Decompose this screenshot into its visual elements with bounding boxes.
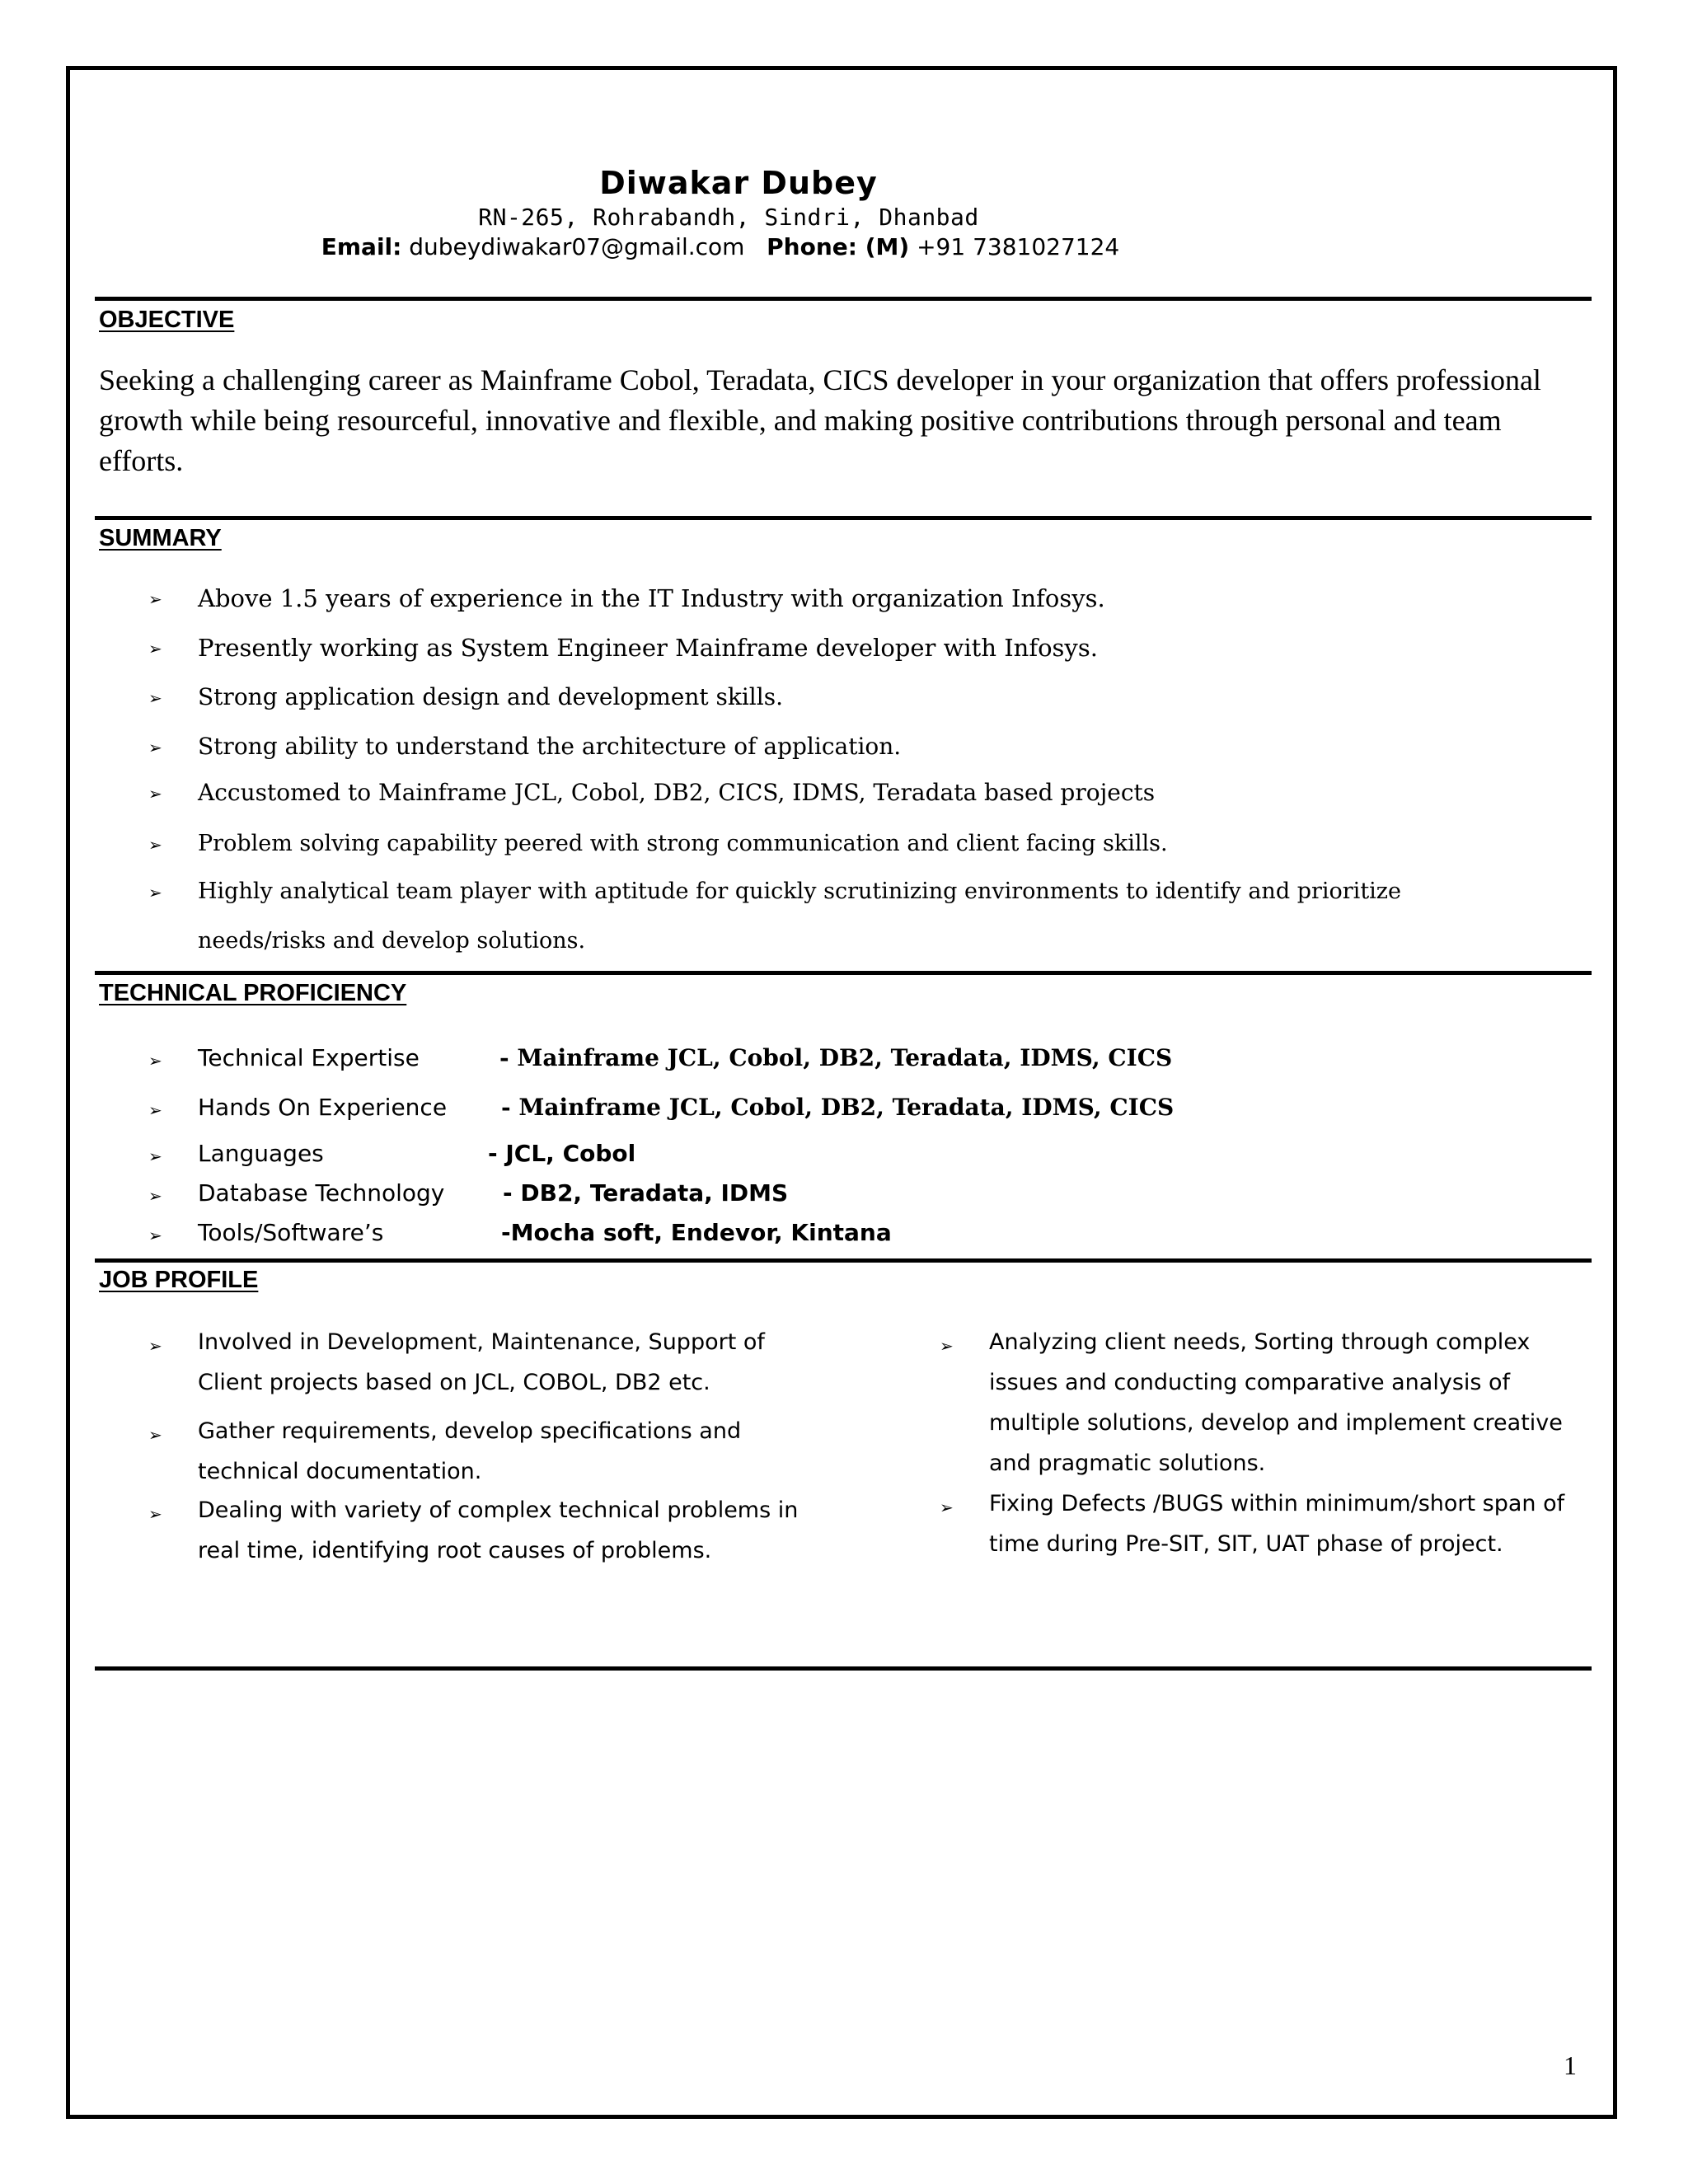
summary-item: Presently working as System Engineer Mainframe developer with Infosys. — [198, 634, 1098, 662]
summary-item: Strong application design and development skills. — [198, 683, 783, 710]
tech-value-text: -Mocha soft, Endevor, Kintana — [501, 1219, 892, 1246]
tech-value — [503, 1179, 788, 1208]
section-divider — [95, 516, 1592, 520]
bullet-arrow-icon: ➢ — [148, 1146, 162, 1166]
tech-value-text: - DB2, Teradata, IDMS — [503, 1179, 789, 1207]
candidate-address: RN-265, Rohrabandh, Sindri, Dhanbad — [478, 204, 979, 231]
summary-item: Strong ability to understand the architecture of application. — [198, 733, 902, 760]
section-divider — [95, 297, 1592, 301]
job-item-right: Fixing Defects /BUGS within minimum/short span of time during Pre-SIT, SIT, UAT phase of project. — [989, 1491, 1565, 1557]
tech-label: Tools/Software’s — [198, 1219, 384, 1246]
summary-item: Accustomed to Mainframe JCL, Cobol, DB2, CICS, IDMS, Teradata based projects — [198, 779, 1156, 806]
bullet-arrow-icon: ➢ — [148, 1336, 162, 1356]
candidate-name: Diwakar Dubey — [599, 165, 878, 201]
bullet-arrow-icon: ➢ — [940, 1336, 954, 1356]
bullet-arrow-icon: ➢ — [148, 688, 162, 708]
job-item-left: Dealing with variety of complex technical problems in real time, identifying root causes of problems. — [198, 1497, 799, 1563]
bullet-arrow-icon: ➢ — [148, 1425, 162, 1445]
section-divider — [95, 1666, 1592, 1671]
technical-heading: TECHNICAL PROFICIENCY — [99, 980, 407, 1006]
job-profile-heading: JOB PROFILE — [99, 1267, 259, 1293]
email-value[interactable]: dubeydiwakar07@gmail.com — [409, 233, 745, 260]
bullet-arrow-icon: ➢ — [148, 639, 162, 658]
tech-label: Languages — [198, 1140, 324, 1167]
bullet-arrow-icon: ➢ — [148, 784, 162, 804]
summary-heading: SUMMARY — [99, 525, 222, 551]
job-item-right: Analyzing client needs, Sorting through complex issues and conducting comparative analysis of multiple solutions, develop and implement creative and pragmatic solutions. — [989, 1329, 1563, 1476]
tech-value — [501, 1093, 1174, 1122]
bullet-arrow-icon: ➢ — [148, 1186, 162, 1206]
bullet-arrow-icon: ➢ — [148, 1100, 162, 1120]
tech-label: Database Technology — [198, 1179, 445, 1207]
tech-value — [501, 1218, 892, 1248]
bullet-arrow-icon: ➢ — [148, 589, 162, 609]
tech-label: Hands On Experience — [198, 1094, 448, 1121]
summary-item: Highly analytical team player with aptitude for quickly scrutinizing environments to identify and prioritize — [198, 879, 1402, 904]
page-number: 1 — [1564, 2050, 1577, 2080]
objective-heading: OBJECTIVE — [99, 307, 235, 333]
tech-label: Technical Expertise — [198, 1044, 420, 1071]
job-item-left: Involved in Development, Maintenance, Support of Client projects based on JCL, COBOL, DB2 etc. — [198, 1329, 765, 1395]
tech-value-text: - Mainframe JCL, Cobol, DB2, Teradata, IDMS, CICS — [501, 1094, 1175, 1121]
email-label: Email: — [321, 233, 402, 260]
phone-label: Phone: (M) — [767, 233, 910, 260]
bullet-arrow-icon: ➢ — [940, 1497, 954, 1517]
summary-item-continuation: needs/risks and develop solutions. — [198, 928, 586, 954]
phone-value: +91 7381027124 — [917, 233, 1120, 260]
summary-item: Above 1.5 years of experience in the IT Industry with organization Infosys. — [198, 584, 1105, 612]
bullet-arrow-icon: ➢ — [148, 835, 162, 855]
job-item-left: Gather requirements, develop specifications and technical documentation. — [198, 1418, 742, 1484]
section-divider — [95, 971, 1592, 975]
bullet-arrow-icon: ➢ — [148, 1051, 162, 1071]
objective-text: Seeking a challenging career as Mainframe Cobol, Teradata, CICS developer in your organization that offers professional growth while being resourceful, innovative and flexible, and making positive contributions through personal and team efforts. — [99, 363, 1541, 477]
tech-value-text: - Mainframe JCL, Cobol, DB2, Teradata, IDMS, CICS — [499, 1044, 1173, 1071]
tech-value — [499, 1043, 1172, 1073]
bullet-arrow-icon: ➢ — [148, 1226, 162, 1245]
bullet-arrow-icon: ➢ — [148, 738, 162, 757]
section-divider — [95, 1258, 1592, 1263]
contact-line — [0, 233, 1441, 261]
summary-item: Problem solving capability peered with strong communication and client facing skills. — [198, 831, 1168, 856]
tech-value-text: - JCL, Cobol — [488, 1140, 636, 1167]
bullet-arrow-icon: ➢ — [148, 883, 162, 902]
bullet-arrow-icon: ➢ — [148, 1504, 162, 1524]
tech-value — [488, 1139, 635, 1169]
